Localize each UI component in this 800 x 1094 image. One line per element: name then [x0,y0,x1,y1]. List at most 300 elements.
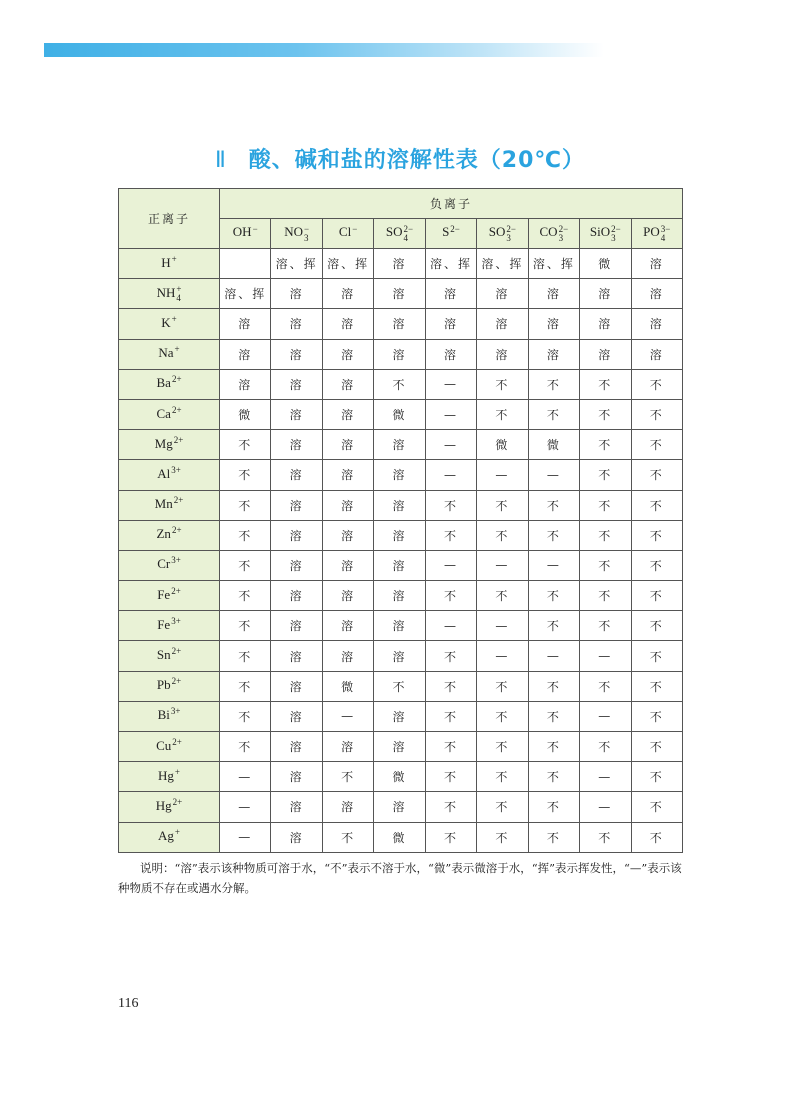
cation-charge: 2+ [173,495,184,506]
cation-subscript [172,415,182,424]
solubility-cell: — [425,460,476,490]
anion-header [477,219,528,249]
table-row [119,399,683,429]
solubility-cell: 微 [477,430,528,460]
solubility-cell: 溶 [374,339,425,369]
solubility-cell: 溶 [374,792,425,822]
anion-subscript: 4 [403,232,409,243]
solubility-cell: 不 [580,490,631,520]
cation-formula: Sn [156,647,171,663]
cation-charge: + [171,253,177,264]
anion-charge: 2− [450,223,460,234]
solubility-cell: — [528,641,579,671]
solubility-cell: 溶 [580,339,631,369]
cation-formula: Bi [157,707,170,723]
anion-subscript: 4 [660,232,666,243]
anion-formula: SO [488,224,506,240]
anion-header [631,219,683,249]
cation-subscript [175,837,180,846]
cation-charge: 3+ [170,706,181,717]
cation-header [119,671,220,701]
solubility-cell: 溶 [271,550,322,580]
solubility-cell: 不 [580,611,631,641]
table-row [119,369,683,399]
cation-header [119,309,220,339]
table-row [119,279,683,309]
solubility-cell: 溶、挥 [322,249,373,279]
anion-subscript: 3 [558,232,564,243]
cation-header [119,732,220,762]
cation-subscript [172,264,177,273]
solubility-cell: 溶 [374,249,425,279]
solubility-cell: 微 [528,430,579,460]
anion-formula: PO [643,224,660,240]
solubility-cell: 不 [580,732,631,762]
solubility-cell: 溶 [322,792,373,822]
solubility-cell: 不 [528,732,579,762]
solubility-cell: 溶 [271,641,322,671]
footnote: 说明：“溶”表示该种物质可溶于水，“不”表示不溶于水，“微”表示微溶于水，“挥”表示挥发性，“—”表示该种物质不存在或遇水分解。 [118,861,682,895]
cation-header [119,460,220,490]
solubility-cell: 不 [220,490,271,520]
table-body [119,249,683,853]
anion-formula: SO [385,224,403,240]
cation-header [119,792,220,822]
anion-charge: − [352,223,358,234]
solubility-cell: 不 [528,520,579,550]
table-row [119,581,683,611]
cation-charge: 3+ [171,615,181,626]
cation-header [119,762,220,792]
solubility-cell: — [477,460,528,490]
cation-formula: Na [158,345,174,361]
solubility-cell: — [528,460,579,490]
solubility-cell: 不 [631,520,683,550]
solubility-cell: 不 [528,762,579,792]
solubility-cell: — [220,822,271,852]
solubility-cell: 溶 [322,279,373,309]
solubility-cell: — [425,611,476,641]
solubility-cell: 溶 [425,309,476,339]
solubility-cell: 不 [425,520,476,550]
cation-charge: 2+ [171,585,181,596]
anion-subscript [253,234,258,243]
cation-charge: 2+ [171,646,182,657]
cation-formula: Mg [154,435,173,451]
solubility-cell: 不 [477,701,528,731]
solubility-cell: 不 [425,490,476,520]
solubility-cell: 溶 [271,671,322,701]
table-row [119,460,683,490]
solubility-cell: 溶 [220,369,271,399]
cation-formula: Hg [158,767,174,783]
solubility-cell: — [425,430,476,460]
solubility-cell: 溶、挥 [425,249,476,279]
cation-charge: + [176,283,182,294]
table-row [119,792,683,822]
anion-header [220,219,271,249]
cation-header [119,581,220,611]
cation-formula: Ag [158,828,174,844]
solubility-cell: 不 [220,671,271,701]
anion-charge: 2− [506,223,516,234]
solubility-cell: 不 [477,520,528,550]
solubility-cell: 不 [580,822,631,852]
solubility-cell: 不 [631,550,683,580]
cation-header [119,641,220,671]
cation-header [119,369,220,399]
cation-subscript [174,445,184,454]
solubility-cell: 不 [631,671,683,701]
cation-header [119,701,220,731]
solubility-cell: 溶 [374,550,425,580]
solubility-cell: — [580,762,631,792]
solubility-cell: 不 [477,671,528,701]
solubility-cell: 不 [425,762,476,792]
solubility-cell: 不 [580,460,631,490]
anion-charge: 2− [403,223,414,234]
solubility-cell: 溶 [271,279,322,309]
solubility-cell: 溶 [220,339,271,369]
solubility-cell: 溶 [271,460,322,490]
solubility-cell: 溶 [271,520,322,550]
solubility-cell: 微 [220,399,271,429]
solubility-cell: 不 [631,732,683,762]
cation-charge: + [174,827,180,838]
anion-subscript [450,234,460,243]
solubility-cell: 溶 [271,339,322,369]
solubility-cell: 不 [425,701,476,731]
cation-formula: Fe [157,616,171,632]
solubility-cell: 不 [528,490,579,520]
solubility-cell: 溶 [374,641,425,671]
solubility-cell: 溶、挥 [528,249,579,279]
solubility-cell: 溶 [271,611,322,641]
table-row [119,550,683,580]
solubility-cell: — [425,550,476,580]
table-row [119,732,683,762]
col-group-header-anion: 负离子 [220,189,683,219]
solubility-cell: 不 [220,732,271,762]
cation-subscript [172,747,182,756]
anion-formula: SiO [589,224,611,240]
cation-header [119,279,220,309]
solubility-cell: 溶 [271,399,322,429]
cation-formula: Ca [156,405,171,421]
cation-subscript [172,686,182,695]
cation-subscript [171,565,181,574]
solubility-cell: 溶 [528,339,579,369]
solubility-cell: 不 [580,430,631,460]
solubility-cell: — [580,701,631,731]
cation-formula: H [161,254,171,270]
anion-header [528,219,579,249]
cation-charge: 2+ [172,796,183,807]
table-row [119,822,683,852]
cation-header [119,339,220,369]
row-header-cation: 正离子 [119,189,220,249]
solubility-cell: 不 [322,762,373,792]
cation-formula: Zn [156,526,171,542]
solubility-cell: 不 [631,399,683,429]
solubility-cell: 不 [580,671,631,701]
solubility-cell: 不 [528,369,579,399]
cation-subscript [171,475,181,484]
solubility-cell: — [425,399,476,429]
cation-subscript [175,777,180,786]
anion-formula: CO [539,224,558,240]
solubility-cell: 不 [220,550,271,580]
solubility-cell: 溶 [477,279,528,309]
solubility-cell: 微 [374,762,425,792]
solubility-cell: 不 [220,460,271,490]
cation-header [119,249,220,279]
solubility-cell: 溶 [271,701,322,731]
solubility-cell: 溶、挥 [477,249,528,279]
anion-charge: 2− [558,223,569,234]
solubility-cell: 溶 [220,309,271,339]
solubility-cell: 不 [477,369,528,399]
solubility-cell: 溶 [528,309,579,339]
solubility-cell: 不 [631,490,683,520]
cation-header [119,822,220,852]
decorative-top-bar [44,43,604,57]
table-row [119,762,683,792]
table-row [119,339,683,369]
solubility-cell: 溶 [477,309,528,339]
solubility-cell: 溶 [322,520,373,550]
solubility-cell: 不 [631,369,683,399]
solubility-cell: 溶 [271,430,322,460]
solubility-cell: 不 [425,671,476,701]
solubility-cell: 不 [528,581,579,611]
anion-formula: OH [232,224,252,240]
table-row [119,611,683,641]
solubility-cell: 溶 [374,460,425,490]
solubility-cell: 溶 [631,249,683,279]
cation-charge: 2+ [171,404,182,415]
solubility-cell: 溶 [374,430,425,460]
anion-subscript [352,234,357,243]
solubility-cell: 不 [528,671,579,701]
solubility-cell: 溶 [271,490,322,520]
solubility-cell: — [580,641,631,671]
anion-charge: 2− [611,223,621,234]
cation-formula: Hg [155,797,172,813]
solubility-cell: 溶 [580,279,631,309]
anion-formula: S [442,224,450,240]
solubility-cell: 溶 [631,279,683,309]
solubility-cell: 溶 [477,339,528,369]
anion-formula: NO [284,224,303,240]
solubility-cell: 溶 [322,732,373,762]
solubility-cell: 不 [425,822,476,852]
table-row [119,671,683,701]
solubility-cell: 不 [477,399,528,429]
cation-charge: 2+ [171,525,182,536]
solubility-cell: 溶 [580,309,631,339]
solubility-cell: 不 [477,822,528,852]
solubility-cell: 不 [528,792,579,822]
solubility-cell: 溶 [271,732,322,762]
title-text: 酸、碱和盐的溶解性表（20℃） [248,148,586,173]
solubility-cell: 不 [580,399,631,429]
solubility-cell: 溶 [374,279,425,309]
anion-charge: − [252,223,258,234]
cation-charge: 2+ [171,374,182,385]
cation-formula: Al [157,465,171,481]
solubility-cell: 不 [580,520,631,550]
cation-formula: Cr [157,556,171,572]
solubility-cell: 溶 [322,369,373,399]
solubility-cell: 不 [477,581,528,611]
anion-formula: Cl [338,224,352,240]
solubility-cell: — [477,550,528,580]
solubility-cell: 溶 [374,732,425,762]
solubility-cell: 溶、挥 [271,249,322,279]
solubility-cell: 不 [528,611,579,641]
table-row [119,641,683,671]
anion-header [425,219,476,249]
solubility-cell: 不 [631,430,683,460]
solubility-cell: 溶 [322,490,373,520]
cation-formula: NH [156,284,176,300]
solubility-cell: 不 [220,581,271,611]
solubility-cell: 不 [528,701,579,731]
solubility-cell: — [220,792,271,822]
solubility-cell: 溶 [271,581,322,611]
solubility-cell: 不 [631,701,683,731]
solubility-cell: 不 [631,641,683,671]
solubility-cell: 不 [580,581,631,611]
solubility-cell: 溶 [425,339,476,369]
solubility-cell: 不 [425,732,476,762]
solubility-cell: 溶 [271,369,322,399]
anion-header [271,219,322,249]
solubility-cell: — [477,611,528,641]
solubility-cell: 不 [477,490,528,520]
solubility-cell: 溶 [322,399,373,429]
table-row [119,309,683,339]
solubility-cell: 溶 [271,822,322,852]
solubility-cell: 不 [631,581,683,611]
table-row [119,249,683,279]
solubility-cell: 溶 [374,490,425,520]
solubility-cell: 不 [477,762,528,792]
cation-subscript [175,354,180,363]
solubility-cell: 微 [322,671,373,701]
solubility-cell: 不 [477,792,528,822]
anion-subscript: 3 [304,232,309,243]
solubility-cell [220,249,271,279]
solubility-cell: 不 [580,369,631,399]
cation-formula: Mn [154,496,173,512]
title-numeral: Ⅱ [214,148,227,173]
solubility-cell: — [477,641,528,671]
page-title [0,143,800,174]
solubility-cell: 溶 [271,762,322,792]
solubility-cell: 溶 [322,460,373,490]
solubility-cell: 不 [220,611,271,641]
solubility-table [118,188,683,853]
solubility-cell: 溶、挥 [220,279,271,309]
solubility-cell: — [425,369,476,399]
anion-subscript: 3 [506,232,511,243]
solubility-cell: 溶 [528,279,579,309]
solubility-cell: 溶 [374,520,425,550]
cation-subscript [172,324,177,333]
table-row [119,490,683,520]
solubility-cell: 不 [220,520,271,550]
solubility-cell: 溶 [374,309,425,339]
cation-subscript [173,807,183,816]
solubility-cell: 不 [528,399,579,429]
cation-header [119,550,220,580]
solubility-cell: 不 [631,822,683,852]
solubility-cell: 不 [631,762,683,792]
solubility-cell: 不 [374,369,425,399]
solubility-cell: — [220,762,271,792]
cation-subscript: 4 [176,292,181,303]
solubility-cell: 不 [631,611,683,641]
solubility-cell: — [528,550,579,580]
table-row [119,430,683,460]
solubility-cell: 溶 [374,581,425,611]
solubility-cell: 溶 [322,309,373,339]
anion-charge: − [304,223,310,234]
solubility-cell: 不 [477,732,528,762]
solubility-cell: 不 [425,792,476,822]
anion-header [322,219,373,249]
solubility-cell: 不 [425,641,476,671]
cation-header [119,430,220,460]
cation-subscript [171,596,181,605]
solubility-cell: 微 [580,249,631,279]
solubility-cell: 不 [528,822,579,852]
anion-subscript: 3 [611,232,616,243]
solubility-cell: 溶 [631,309,683,339]
solubility-cell: 不 [220,430,271,460]
cation-header [119,490,220,520]
cation-formula: K [161,314,171,330]
solubility-cell: 微 [374,399,425,429]
cation-formula: Pb [156,677,171,693]
cation-charge: 2+ [172,736,182,747]
cation-charge: 3+ [171,555,181,566]
solubility-cell: 不 [631,792,683,822]
solubility-cell: 不 [220,701,271,731]
solubility-cell: 溶 [271,309,322,339]
solubility-cell: 溶 [631,339,683,369]
anion-header [374,219,425,249]
cation-formula: Fe [157,586,171,602]
anion-header [580,219,631,249]
solubility-cell: 溶 [374,701,425,731]
solubility-cell: 溶 [322,430,373,460]
solubility-cell: 溶 [322,581,373,611]
solubility-cell: 不 [220,641,271,671]
cation-header [119,611,220,641]
cation-subscript [172,535,182,544]
cation-charge: + [171,313,177,324]
solubility-cell: 不 [374,671,425,701]
cation-formula: Ba [156,375,171,391]
solubility-cell: 溶 [374,611,425,641]
solubility-cell: 不 [425,581,476,611]
solubility-cell: 不 [631,460,683,490]
solubility-cell: 溶 [322,641,373,671]
solubility-cell: 不 [322,822,373,852]
